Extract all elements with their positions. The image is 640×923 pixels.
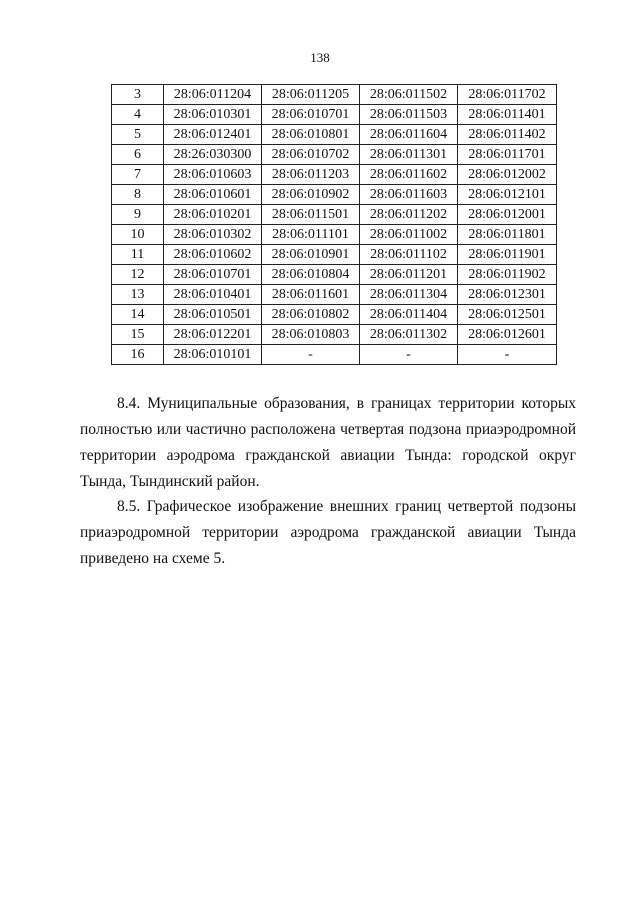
cadastral-number-cell: 28:06:010702	[262, 145, 360, 165]
row-number-cell: 7	[112, 165, 164, 185]
page-number: 138	[310, 50, 330, 65]
row-number-cell: 11	[112, 245, 164, 265]
cadastral-number-cell: 28:06:011604	[360, 125, 458, 145]
cadastral-number-cell: 28:06:011102	[360, 245, 458, 265]
cadastral-number-cell: 28:06:011603	[360, 185, 458, 205]
cadastral-number-cell: 28:06:010602	[164, 245, 262, 265]
table-row	[112, 245, 557, 265]
row-number-cell: 4	[112, 105, 164, 125]
cadastral-number-cell: 28:06:010902	[262, 185, 360, 205]
row-number-cell: 12	[112, 265, 164, 285]
row-number-cell: 9	[112, 205, 164, 225]
cadastral-number-cell: 28:06:012601	[458, 325, 557, 345]
cadastral-number-cell: 28:06:010603	[164, 165, 262, 185]
cadastral-number-cell: 28:06:011502	[360, 85, 458, 105]
table-row	[112, 225, 557, 245]
cadastral-number-cell: 28:06:010501	[164, 305, 262, 325]
row-number-cell: 3	[112, 85, 164, 105]
cadastral-number-cell: 28:06:011701	[458, 145, 557, 165]
table-row	[112, 105, 557, 125]
row-number-cell: 8	[112, 185, 164, 205]
table-row	[112, 125, 557, 145]
table-row	[112, 305, 557, 325]
cadastral-number-cell: -	[262, 345, 360, 365]
cadastral-number-cell: 28:06:011602	[360, 165, 458, 185]
cadastral-number-cell: 28:06:011101	[262, 225, 360, 245]
cadastral-number-cell: 28:06:010101	[164, 345, 262, 365]
row-number-cell: 15	[112, 325, 164, 345]
row-number-cell: 10	[112, 225, 164, 245]
cadastral-number-cell: 28:06:010802	[262, 305, 360, 325]
cadastral-number-cell: -	[360, 345, 458, 365]
cadastral-number-cell: 28:06:011402	[458, 125, 557, 145]
cadastral-number-cell: 28:06:012401	[164, 125, 262, 145]
cadastral-number-cell: 28:06:011301	[360, 145, 458, 165]
paragraph-8-4: 8.4. Муниципальные образования, в границах территории которых полностью или частично расположена четвертая подзона приаэродромной территории аэродрома гражданской авиации Тында: городской округ Тында, Тындинский район.	[80, 395, 576, 490]
row-number-cell: 13	[112, 285, 164, 305]
row-number-cell: 6	[112, 145, 164, 165]
cadastral-number-cell: -	[458, 345, 557, 365]
cadastral-number-cell: 28:06:012001	[458, 205, 557, 225]
table-body	[112, 85, 557, 365]
cadastral-number-cell: 28:06:011201	[360, 265, 458, 285]
cadastral-number-cell: 28:06:011202	[360, 205, 458, 225]
cadastral-number-cell: 28:06:012101	[458, 185, 557, 205]
cadastral-number-cell: 28:06:011901	[458, 245, 557, 265]
cadastral-number-cell: 28:06:011801	[458, 225, 557, 245]
cadastral-number-cell: 28:06:010301	[164, 105, 262, 125]
cadastral-number-cell: 28:06:012002	[458, 165, 557, 185]
cadastral-number-cell: 28:06:010801	[262, 125, 360, 145]
table-row	[112, 85, 557, 105]
cadastral-number-cell: 28:06:011203	[262, 165, 360, 185]
cadastral-number-cell: 28:06:011205	[262, 85, 360, 105]
cadastral-number-cell: 28:06:010401	[164, 285, 262, 305]
cadastral-number-cell: 28:06:012301	[458, 285, 557, 305]
row-number-cell: 5	[112, 125, 164, 145]
cadastral-number-cell: 28:06:011902	[458, 265, 557, 285]
cadastral-table	[111, 84, 557, 365]
cadastral-number-cell: 28:06:011503	[360, 105, 458, 125]
cadastral-number-cell: 28:06:011204	[164, 85, 262, 105]
cadastral-number-cell: 28:06:011302	[360, 325, 458, 345]
table-row	[112, 325, 557, 345]
row-number-cell: 16	[112, 345, 164, 365]
table-row	[112, 205, 557, 225]
table-row	[112, 345, 557, 365]
cadastral-number-cell: 28:06:012201	[164, 325, 262, 345]
table-row	[112, 185, 557, 205]
cadastral-number-cell: 28:06:010701	[262, 105, 360, 125]
cadastral-number-cell: 28:06:010201	[164, 205, 262, 225]
table-row	[112, 165, 557, 185]
cadastral-number-cell: 28:06:010701	[164, 265, 262, 285]
cadastral-number-cell: 28:26:030300	[164, 145, 262, 165]
cadastral-number-cell: 28:06:011601	[262, 285, 360, 305]
cadastral-number-cell: 28:06:010302	[164, 225, 262, 245]
table-row	[112, 285, 557, 305]
cadastral-number-cell: 28:06:011404	[360, 305, 458, 325]
cadastral-number-cell: 28:06:010601	[164, 185, 262, 205]
cadastral-number-cell: 28:06:011401	[458, 105, 557, 125]
paragraph-8-5: 8.5. Графическое изображение внешних границ четвертой подзоны приаэродромной территории аэродрома гражданской авиации Тында приведено на схеме 5.	[80, 498, 576, 567]
table-row	[112, 265, 557, 285]
cadastral-number-cell: 28:06:012501	[458, 305, 557, 325]
row-number-cell: 14	[112, 305, 164, 325]
cadastral-number-cell: 28:06:011002	[360, 225, 458, 245]
cadastral-number-cell: 28:06:011304	[360, 285, 458, 305]
cadastral-number-cell: 28:06:011702	[458, 85, 557, 105]
cadastral-number-cell: 28:06:010804	[262, 265, 360, 285]
table-row	[112, 145, 557, 165]
cadastral-number-cell: 28:06:010901	[262, 245, 360, 265]
cadastral-number-cell: 28:06:010803	[262, 325, 360, 345]
cadastral-number-cell: 28:06:011501	[262, 205, 360, 225]
